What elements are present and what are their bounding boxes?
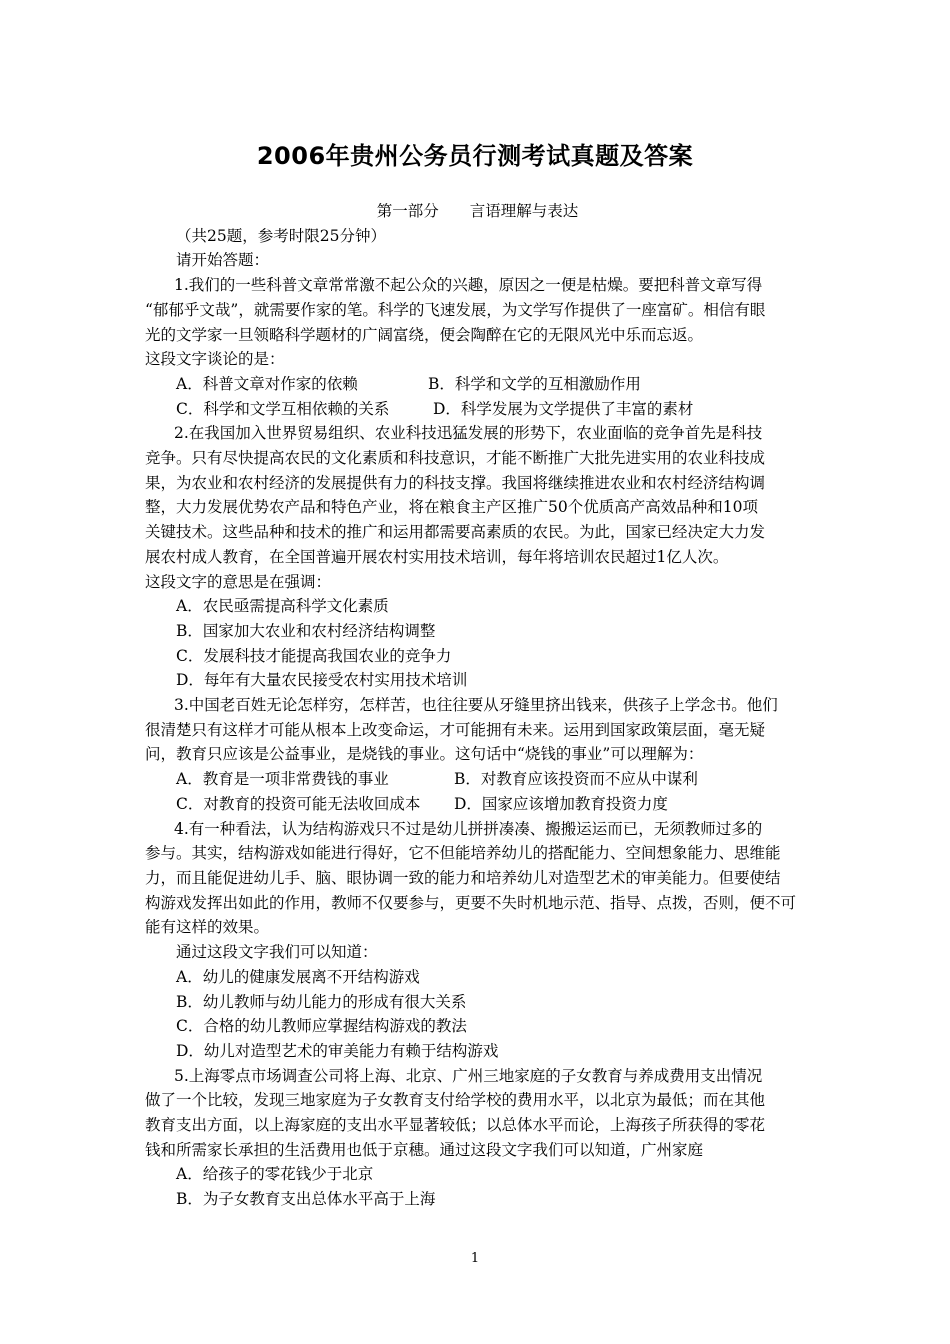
q3-option-a: A．教育是一项非常费钱的事业 bbox=[176, 770, 389, 789]
q2-line-3: 果，为农业和农村经济的发展提供有力的科技支撑。我国将继续推进农业和农村经济结构调 bbox=[145, 473, 766, 492]
q3-line-3: 问，教育只应该是公益事业，是烧钱的事业。这句话中“烧钱的事业”可以理解为： bbox=[145, 745, 704, 764]
q1-stem: 这段文字谈论的是： bbox=[145, 350, 285, 369]
q3-option-c: C．对教育的投资可能无法收回成本 bbox=[176, 794, 421, 813]
q5-line-4: 钱和所需家长承担的生活费用也低于京穗。通过这段文字我们可以知道，广州家庭 bbox=[145, 1140, 704, 1159]
q3-option-b: B．对教育应该投资而不应从中谋利 bbox=[454, 770, 698, 789]
q4-line-4: 构游戏发挥出如此的作用，教师不仅要参与，更要不失时机地示范、指导、点拨，否则，便不可 bbox=[145, 893, 797, 912]
q2-line-5: 关键技术。这些品种和技术的推广和运用都需要高素质的农民。为此，国家已经决定大力发 bbox=[145, 523, 766, 542]
q4-line-3: 力，而且能促进幼儿手、脑、眼协调一致的能力和培养幼儿对造型艺术的审美能力。但要使结 bbox=[145, 868, 781, 887]
q4-line-2: 参与。其实，结构游戏如能进行得好，它不但能培养幼儿的搭配能力、空间想象能力、思维能 bbox=[145, 844, 781, 863]
q1-line-3: 光的文学家一旦领略科学题材的广阔富绕，便会陶醉在它的无限风光中乐而忘返。 bbox=[145, 325, 704, 344]
q3-options-row-2 bbox=[145, 792, 810, 817]
q5-line-3: 教育支出方面，以上海家庭的支出水平显著较低；以总体水平而论，上海孩子所获得的零花 bbox=[145, 1116, 766, 1135]
q4-line-5: 能有这样的效果。 bbox=[145, 918, 270, 937]
section-note: （共25题，参考时限25分钟） bbox=[176, 226, 386, 245]
q5-line-1: 5.上海零点市场调查公司将上海、北京、广州三地家庭的子女教育与养成费用支出情况 bbox=[174, 1066, 763, 1085]
q3-option-d: D．国家应该增加教育投资力度 bbox=[454, 794, 668, 813]
q4-stem: 通过这段文字我们可以知道： bbox=[176, 943, 378, 962]
q3-line-2: 很清楚只有这样才可能从根本上改变命运，才可能拥有未来。运用到国家政策层面，毫无疑 bbox=[145, 720, 766, 739]
q5-option-b: B．为子女教育支出总体水平高于上海 bbox=[176, 1190, 436, 1209]
page-number: 1 bbox=[470, 1251, 480, 1266]
section-heading: 第一部分 言语理解与表达 bbox=[376, 202, 579, 220]
q1-option-d: D．科学发展为文学提供了丰富的素材 bbox=[433, 399, 694, 418]
q4-line-1: 4.有一种看法，认为结构游戏只不过是幼儿拼拼凑凑、搬搬运运而已，无须教师过多的 bbox=[174, 819, 763, 838]
q2-option-a: A．农民亟需提高科学文化素质 bbox=[176, 597, 389, 616]
q5-line-2: 做了一个比较，发现三地家庭为子女教育支付给学校的费用水平，以北京为最低；而在其他 bbox=[145, 1091, 766, 1110]
q2-stem: 这段文字的意思是在强调： bbox=[145, 572, 332, 591]
q1-option-a: A．科普文章对作家的依赖 bbox=[176, 374, 358, 393]
q2-line-2: 竞争。只有尽快提高农民的文化素质和科技意识，才能不断推广大批先进实用的农业科技成 bbox=[145, 449, 766, 468]
q4-option-a: A．幼儿的健康发展离不开结构游戏 bbox=[176, 967, 420, 986]
q4-option-b: B．幼儿教师与幼儿能力的形成有很大关系 bbox=[176, 992, 467, 1011]
q3-options-row-1 bbox=[145, 767, 810, 792]
q4-option-d: D．幼儿对造型艺术的审美能力有赖于结构游戏 bbox=[176, 1041, 499, 1060]
document-title: 2006年贵州公务员行测考试真题及答案 bbox=[256, 142, 694, 170]
q1-line-2: “郁郁乎文哉”，就需要作家的笔。科学的飞速发展，为文学写作提供了一座富矿。相信有眼 bbox=[145, 300, 766, 319]
q1-line-1: 1.我们的一些科普文章常常激不起公众的兴趣，原因之一便是枯燥。要把科普文章写得 bbox=[174, 276, 763, 295]
q2-option-c: C．发展科技才能提高我国农业的竞争力 bbox=[176, 646, 452, 665]
q1-option-c: C．科学和文学互相依赖的关系 bbox=[176, 399, 390, 418]
q2-line-6: 展农村成人教育，在全国普遍开展农村实用技术培训，每年将培训农民超过1亿人次。 bbox=[145, 547, 729, 566]
q2-line-4: 整，大力发展优势农产品和特色产业，将在粮食主产区推广50个优质高产高效品种和10项 bbox=[145, 498, 758, 517]
q4-option-c: C．合格的幼儿教师应掌握结构游戏的教法 bbox=[176, 1017, 467, 1036]
document-body bbox=[145, 199, 810, 1212]
q2-line-1: 2.在我国加入世界贸易组织、农业科技迅猛发展的形势下，农业面临的竞争首先是科技 bbox=[174, 424, 763, 443]
q5-option-a: A．给孩子的零花钱少于北京 bbox=[176, 1165, 374, 1184]
q2-option-d: D．每年有大量农民接受农村实用技术培训 bbox=[176, 671, 468, 690]
q1-options-row-2 bbox=[145, 397, 810, 422]
q2-option-b: B．国家加大农业和农村经济结构调整 bbox=[176, 621, 436, 640]
start-instruction: 请开始答题： bbox=[176, 251, 270, 270]
q3-line-1: 3.中国老百姓无论怎样穷，怎样苦，也往往要从牙缝里挤出钱来，供孩子上学念书。他们 bbox=[174, 696, 778, 715]
q1-option-b: B．科学和文学的互相激励作用 bbox=[428, 374, 641, 393]
q1-options-row-1 bbox=[145, 372, 810, 397]
